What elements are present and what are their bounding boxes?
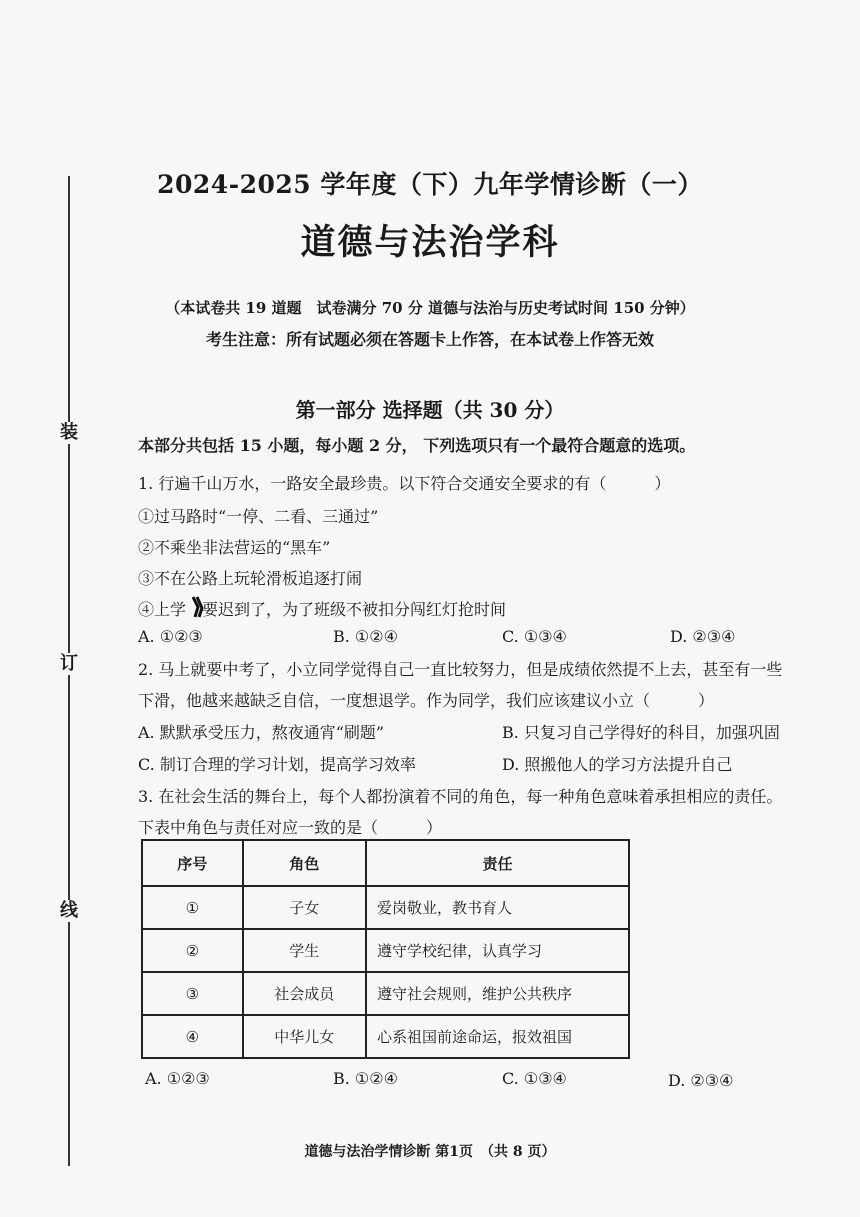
q3-option-d: D. ②③④ [668,1071,734,1090]
table-cell-number: ② [142,929,243,972]
part1-instruction: 本部分共包括 15 小题，每小题 2 分， 下列选项只有一个最符合题意的选项。 [138,436,696,455]
table-cell-role: 中华儿女 [243,1015,366,1058]
binding-label-xian: 线 [60,900,78,921]
q3-stem-line1: 3. 在社会生活的舞台上，每个人都扮演着不同的角色，每一种角色意味着承担相应的责任。 [138,787,783,806]
q1-option-b: B. ①②④ [333,627,398,646]
table-row [142,886,629,929]
q2-stem-line1: 2. 马上就要中考了，小立同学觉得自己一直比较努力，但是成绩依然提不上去，甚至有一些 [138,660,783,679]
table-cell-number: ③ [142,972,243,1015]
q1-option-a: A. ①②③ [138,627,203,646]
roles-table [141,839,630,1059]
binding-label-ding: 订 [60,653,78,674]
q1-option-c: C. ①③④ [502,627,567,646]
q1-stem: 1. 行遍千山万水，一路安全最珍贵。以下符合交通安全要求的有（ ） [138,474,671,493]
table-cell-number: ④ [142,1015,243,1058]
ink-mark-icon [191,595,204,619]
table-cell-role: 学生 [243,929,366,972]
q3-option-b: B. ①②④ [333,1069,398,1088]
q1-option-d: D. ②③④ [670,627,736,646]
q2-option-d: D. 照搬他人的学习方法提升自己 [502,755,733,774]
q1-item-3: ③不在公路上玩轮滑板追逐打闹 [138,569,363,588]
page-footer: 道德与法治学情诊断 第1页 （共 8 页） [304,1144,556,1160]
table-header-cell: 序号 [142,840,243,886]
binding-label-zhuang: 装 [60,422,78,443]
q2-option-c: C. 制订合理的学习计划，提高学习效率 [138,755,416,774]
q3-option-a: A. ①②③ [145,1069,210,1088]
q2-option-a: A. 默默承受压力，熬夜通宵“刷题” [138,723,385,742]
table-header-cell: 责任 [366,840,629,886]
table-header-row [142,840,629,886]
q2-option-b: B. 只复习自己学得好的科目，加强巩固 [502,723,780,742]
exam-title: 2024-2025 学年度（下）九年学情诊断（一） [157,170,703,199]
table-row [142,929,629,972]
part1-title: 第一部分 选择题（共 30 分） [295,398,565,422]
table-cell-role: 子女 [243,886,366,929]
table-cell-responsibility: 爱岗敬业，教书育人 [366,886,629,929]
q1-item-4: ④上学 要迟到了，为了班级不被扣分闯红灯抢时间 [138,600,507,619]
exam-notice: 考生注意：所有试题必须在答题卡上作答，在本试卷上作答无效 [205,330,654,349]
table-cell-role: 社会成员 [243,972,366,1015]
table-header-cell: 角色 [243,840,366,886]
q2-stem-line2: 下滑，他越来越缺乏自信，一度想退学。作为同学，我们应该建议小立（ ） [138,691,715,710]
table-cell-responsibility: 遵守学校纪律，认真学习 [366,929,629,972]
q1-item-1: ①过马路时“一停、二看、三通过” [138,507,379,526]
exam-info: （本试卷共 19 道题 试卷满分 70 分 道德与法治与历史考试时间 150 分钟） [165,299,695,317]
table-cell-responsibility: 遵守社会规则，维护公共秩序 [366,972,629,1015]
table-cell-number: ① [142,886,243,929]
q3-stem-line2: 下表中角色与责任对应一致的是（ ） [138,818,443,837]
q3-option-c: C. ①③④ [502,1069,567,1088]
table-cell-responsibility: 心系祖国前途命运，报效祖国 [366,1015,629,1058]
table-row [142,1015,629,1058]
subject-title: 道德与法治学科 [300,222,560,263]
table-row [142,972,629,1015]
q1-item-2: ②不乘坐非法营运的“黑车” [138,538,331,557]
